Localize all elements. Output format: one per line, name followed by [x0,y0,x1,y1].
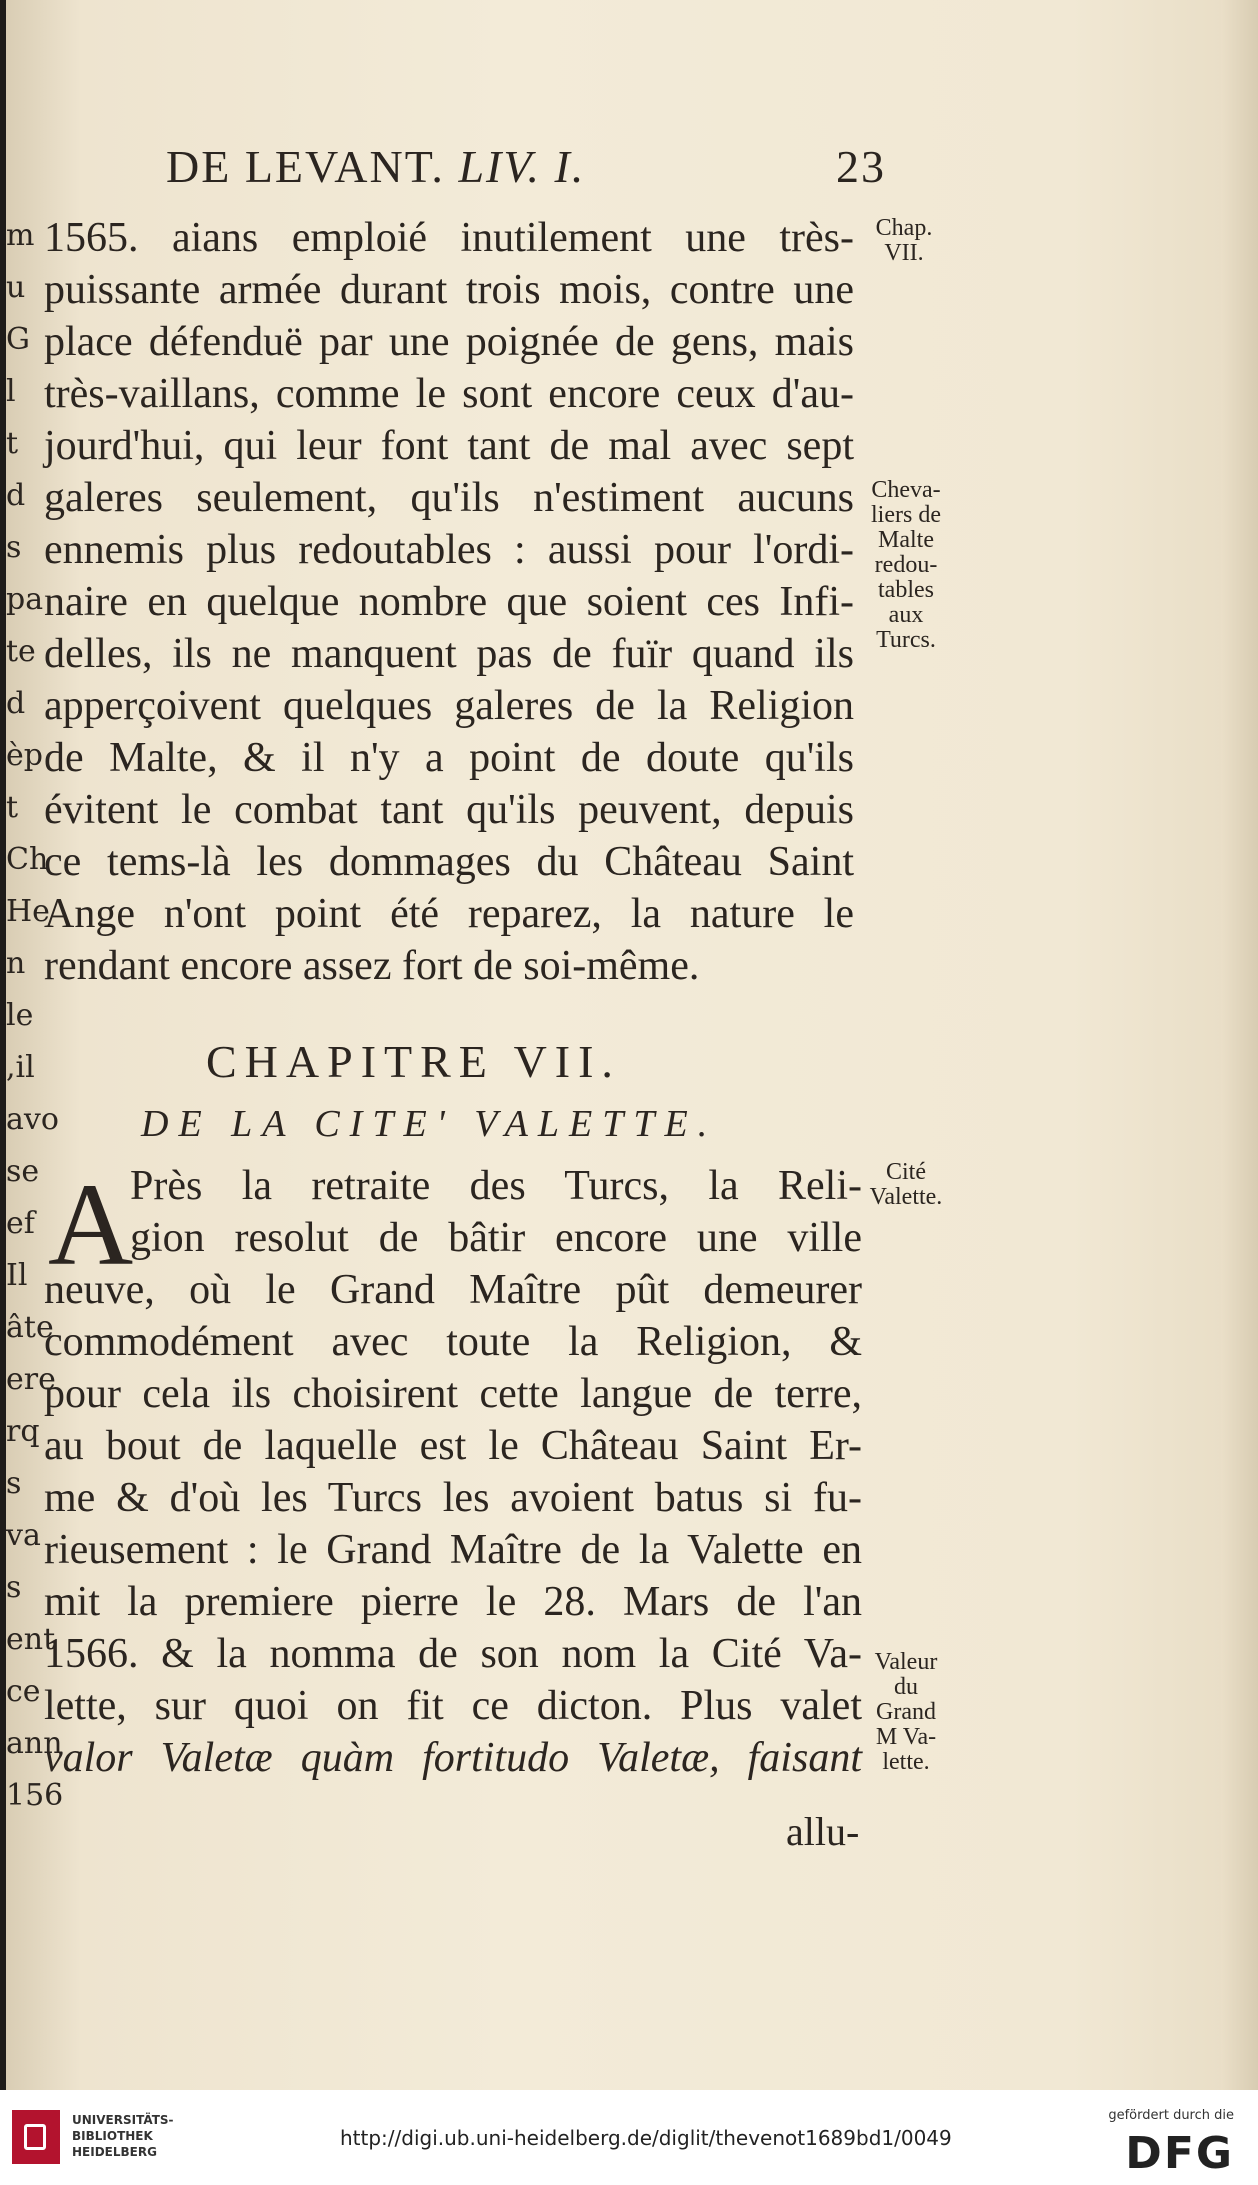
text-line: lette, sur quoi on fit ce dicton. Plus valet [44,1683,862,1729]
gutter-fragment: âte [6,1310,54,1345]
permalink-url[interactable]: http://digi.ub.uni-heidelberg.de/diglit/thevenot1689bd1/0049 [340,2126,952,2150]
gutter-fragment: t [6,790,19,825]
text-line: galeres seulement, qu'ils n'estiment aucuns [44,475,854,521]
chapter-subheading: DE LA CITE' VALETTE. [141,1103,718,1145]
text-line: évitent le combat tant qu'ils peuvent, depuis [44,787,854,833]
text-line: au bout de laquelle est le Château Saint Er- [44,1423,862,1469]
sidenote-line: Turcs. [876,627,936,653]
running-header [166,140,886,200]
gutter-fragment: ,il [6,1050,35,1085]
gutter-fragment: n [6,946,26,981]
facing-page-gutter [6,210,64,1900]
sidenote-valeur [856,1650,956,1775]
library-name-line: BIBLIOTHEK [72,2129,153,2143]
paragraph-2 [44,1160,862,1784]
funding-label: gefördert durch die [1108,2108,1234,2123]
gutter-fragment: s [6,1570,22,1605]
sidenote-line: lette. [882,1749,930,1775]
text-line: naire en quelque nombre que soient ces Infi- [44,579,854,625]
text-line: neuve, où le Grand Maître pût demeurer [44,1267,862,1313]
gutter-fragment: èp [6,738,43,773]
gutter-fragment: 156 [6,1778,64,1813]
text-line: rendant encore assez fort de soi-même. [44,943,700,989]
gutter-fragment: ef [6,1206,35,1241]
sidenote-chevaliers [856,478,956,653]
text-line: très-vaillans, comme le sont encore ceux d'au- [44,371,854,417]
sidenote-line: tables [878,577,934,603]
text-line: 1566. & la nomma de son nom la Cité Va- [44,1631,862,1677]
library-name-line: HEIDELBERG [72,2145,157,2159]
text-line: me & d'où les Turcs les avoient batus si fu- [44,1475,862,1521]
drop-capital: A [48,1159,134,1290]
text-line: commodément avec toute la Religion, & [44,1319,862,1365]
text-line: Ange n'ont point été reparez, la nature le [44,891,854,937]
text-line: gion resolut de bâtir encore une ville [130,1215,862,1261]
text-line: place défenduë par une poignée de gens, mais [44,319,854,365]
running-title-main: DE LEVANT. [166,141,459,192]
sidenote-line: Malte [878,527,934,553]
text-line: puissante armée durant trois mois, contre une [44,267,854,313]
gutter-fragment: m [6,218,35,253]
gutter-fragment: ce [6,1674,41,1709]
book-page [6,0,1258,2090]
viewer-footer [0,2090,1258,2185]
gutter-fragment: u [6,270,26,305]
gutter-fragment: ent [6,1622,56,1657]
gutter-fragment: pa [6,582,44,617]
running-title [166,140,585,193]
text-line: apperçoivent quelques galeres de la Religion [44,683,854,729]
gutter-fragment: l [6,374,16,409]
chapter-heading: CHAPITRE VII. [206,1036,621,1087]
gutter-fragment: te [6,634,36,669]
gutter-fragment: rq [6,1414,40,1449]
sidenote-line: liers de [871,502,941,528]
sidenote-chapter [854,216,954,266]
text-line: ennemis plus redoutables : aussi pour l'ordi- [44,527,854,573]
text-line: pour cela ils choisirent cette langue de terre, [44,1371,862,1417]
sidenote-line: Cité [886,1159,926,1185]
sidenote-line: du [894,1674,918,1700]
gutter-fragment: d [6,478,26,513]
running-title-book: LIV. I. [458,141,586,192]
sidenote-line: aux [888,602,924,628]
text-line: de Malte, & il n'y a point de doute qu'ils [44,735,854,781]
text-line: delles, ils ne manquent pas de fuïr quand ils [44,631,854,677]
sidenote-line: Valette. [869,1184,943,1210]
sidenote-line: redou- [874,552,938,578]
gutter-fragment: G [6,322,30,357]
sidenote-line: Chap. [875,215,933,241]
gutter-fragment: t [6,426,19,461]
text-line: 1565. aians emploié inutilement une très- [44,215,854,261]
library-logo-icon [12,2110,60,2164]
text-line: valor Valetæ quàm fortitudo Valetæ, faisant [44,1735,862,1781]
gutter-fragment: Ch [6,842,49,877]
sidenote-line: M Va- [875,1724,937,1750]
gutter-fragment: se [6,1154,40,1189]
sidenote-cite [856,1160,956,1210]
page-edge [1221,0,1258,2090]
gutter-fragment: va [6,1518,41,1553]
gutter-fragment: s [6,530,22,565]
gutter-fragment: le [6,998,34,1033]
gutter-fragment: He [6,894,50,929]
library-name [72,2112,174,2160]
text-line: rieusement : le Grand Maître de la Valette en [44,1527,862,1573]
gutter-fragment: ann [6,1726,63,1761]
gutter-fragment: Il [6,1258,28,1293]
text-line: Près la retraite des Turcs, la Reli- [130,1163,862,1209]
catchword: allu- [786,1809,860,1854]
sidenote-line: Grand [876,1699,936,1725]
page-number: 23 [836,141,886,192]
gutter-fragment: avo [6,1102,59,1137]
paragraph-1 [44,212,854,992]
sidenote-line: VII. [884,240,924,266]
text-line: jourd'hui, qui leur font tant de mal avec sept [44,423,854,469]
library-name-line: UNIVERSITÄTS- [72,2113,174,2127]
gutter-fragment: ere [6,1362,56,1397]
gutter-fragment: s [6,1466,22,1501]
text-line: mit la premiere pierre le 28. Mars de l'an [44,1579,862,1625]
sidenote-line: Valeur [874,1649,938,1675]
gutter-fragment: d [6,686,26,721]
sidenote-line: Cheva- [871,477,941,503]
dfg-logo: DFG [1125,2128,1234,2179]
text-line: ce tems-là les dommages du Château Saint [44,839,854,885]
